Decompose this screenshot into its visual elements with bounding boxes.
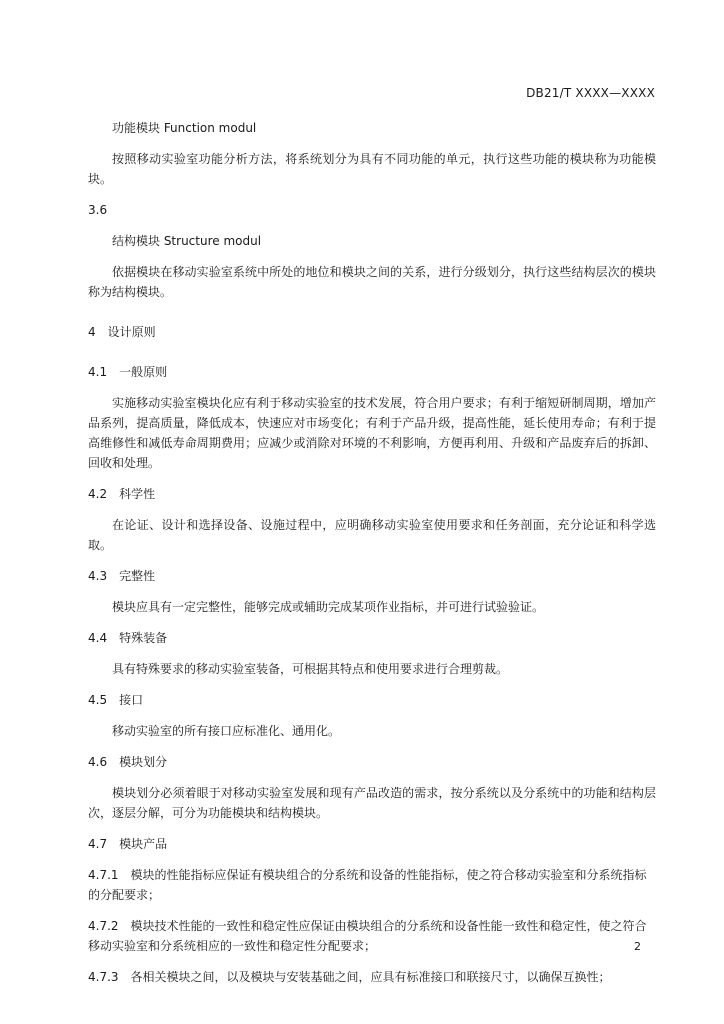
- section-heading-4-2: [88, 484, 656, 504]
- term-definition-structure-module: 依据模块在移动实验室系统中所处的地位和模块之间的关系，进行分级划分，执行这些结构层次的模块称为结构模块。: [88, 265, 656, 299]
- section-heading-4-3: [88, 566, 656, 586]
- section-text-4-4: 具有特殊要求的移动实验室装备，可根据其特点和使用要求进行合理剪裁。: [112, 662, 509, 676]
- clause-text: 各相关模块之间，以及模块与安装基础之间，应具有标准接口和联接尺寸，以确保互换性；: [130, 970, 611, 984]
- clause-4-7-2: [88, 916, 656, 956]
- section-heading-4-1: [88, 362, 656, 382]
- section-number: 4: [88, 325, 96, 339]
- section-number: 4.7: [88, 837, 108, 851]
- term-number-3-6: 3.6: [88, 203, 108, 217]
- page-number: 2: [634, 940, 641, 953]
- clause-4-7-3: [88, 967, 656, 987]
- clause-number: 4.7.3: [88, 970, 119, 984]
- section-heading-4-5: [88, 690, 656, 710]
- section-number: 4.1: [88, 365, 108, 379]
- section-heading-4-7: [88, 834, 656, 854]
- section-heading-4: [88, 322, 656, 342]
- section-title: 模块产品: [119, 837, 168, 851]
- document-body: [88, 118, 656, 987]
- section-title: 特殊装备: [119, 631, 168, 645]
- term-title-function-module: 功能模块 Function modul: [112, 121, 257, 135]
- section-number: 4.5: [88, 693, 108, 707]
- clause-number: 4.7.1: [88, 868, 119, 882]
- section-title: 科学性: [119, 487, 156, 501]
- section-title: 模块划分: [119, 755, 168, 769]
- clause-4-7-1: [88, 865, 656, 905]
- section-text-4-3: 模块应具有一定完整性，能够完成或辅助完成某项作业指标，并可进行试验验证。: [112, 600, 545, 614]
- clause-text: 模块的性能指标应保证有模块组合的分系统和设备的性能指标，使之符合移动实验室和分系统指标的分配要求；: [88, 868, 647, 902]
- section-title: 设计原则: [107, 325, 156, 339]
- section-text-4-2: 在论证、设计和选择设备、设施过程中，应明确移动实验室使用要求和任务剖面，充分论证和科学选取。: [88, 518, 656, 552]
- document-code: DB21/T XXXX—XXXX: [526, 86, 655, 100]
- section-number: 4.3: [88, 569, 108, 583]
- term-title-structure-module: 结构模块 Structure modul: [112, 234, 262, 248]
- clause-text: 模块技术性能的一致性和稳定性应保证由模块组合的分系统和设备性能一致性和稳定性，使之符合移动实验室和分系统相应的一致性和稳定性分配要求；: [88, 919, 647, 953]
- section-heading-4-6: [88, 752, 656, 772]
- section-text-4-6: 模块划分必须着眼于对移动实验室发展和现有产品改造的需求，按分系统以及分系统中的功能和结构层次，逐层分解，可分为功能模块和结构模块。: [88, 786, 656, 820]
- section-text-4-5: 移动实验室的所有接口应标准化、通用化。: [112, 724, 341, 738]
- section-number: 4.4: [88, 631, 108, 645]
- section-number: 4.6: [88, 755, 108, 769]
- section-number: 4.2: [88, 487, 108, 501]
- section-title: 一般原则: [119, 365, 168, 379]
- section-heading-4-4: [88, 628, 656, 648]
- term-definition-function-module: 按照移动实验室功能分析方法，将系统划分为具有不同功能的单元，执行这些功能的模块称为功能模块。: [88, 152, 656, 186]
- section-title: 完整性: [119, 569, 156, 583]
- section-text-4-1: 实施移动实验室模块化应有利于移动实验室的技术发展，符合用户要求；有利于缩短研制周期，增加产品系列，提高质量，降低成本，快速应对市场变化；有利于产品升级，提高性能，延长使用寿命；有利于提高维修性和减低寿命周期费用；应减少或消除对环境的不利影响，方便再利用、升级和产品废弃后的拆卸、回收和处理。: [88, 396, 656, 470]
- section-title: 接口: [119, 693, 144, 707]
- clause-number: 4.7.2: [88, 919, 119, 933]
